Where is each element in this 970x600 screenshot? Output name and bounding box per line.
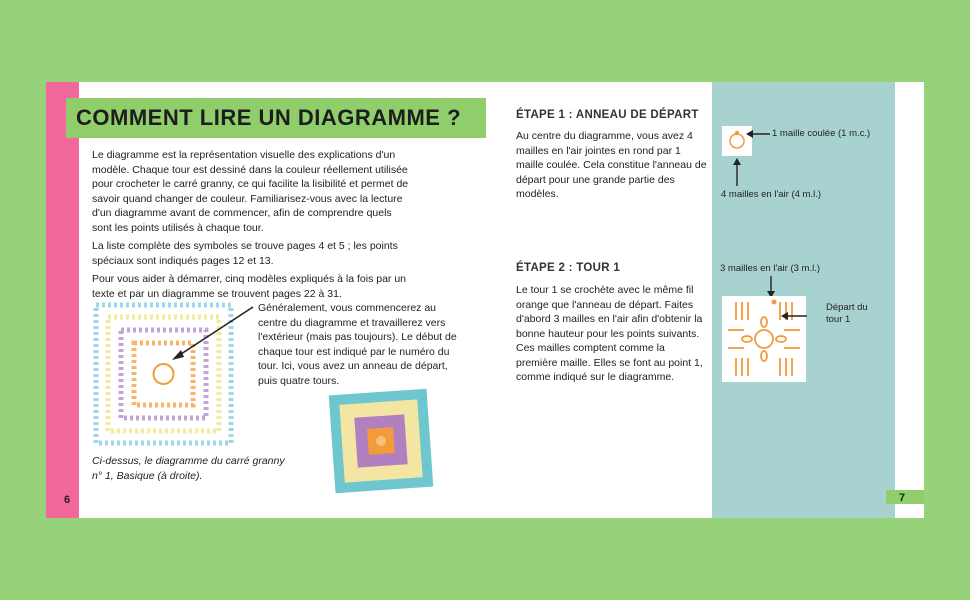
diagram-caption: Ci-dessus, le diagramme du carré granny n° 1, Basique (à droite). [92,455,285,482]
start-round-label: Départ du tour 1 [826,302,868,325]
round1-diagram [722,296,806,382]
page-number-right: 7 [899,492,906,504]
callout-arrow [160,303,260,363]
step1-text: Au centre du diagramme, vous avez 4 mailles en l'air jointes en rond par 1 maille coulée. Cela constitue l'anneau de départ pour une grande partie des modèles. [516,130,707,200]
page-title: COMMENT LIRE UN DIAGRAMME ? [76,105,462,130]
crochet-square-photo [326,386,436,496]
intro-paragraph-2: La liste complète des symboles se trouve pages 4 et 5 ; les points spéciaux sont indiqués pages 12 et 13. [92,240,398,267]
page-number-left: 6 [64,494,71,506]
pink-margin-stripe [46,82,79,518]
intro-paragraph-3: Pour vous aider à démarrer, cinq modèles expliqués à la fois par un texte et par un diagramme se trouvent pages 22 à 31. [92,273,407,300]
start-round-arrow [781,311,811,321]
chain3-label: 3 mailles en l'air (3 m.l.) [720,263,821,274]
step2-heading: ÉTAPE 2 : TOUR 1 [516,262,621,274]
intro-paragraph-1: Le diagramme est la représentation visuelle des explications d'un modèle. Chaque tour est dessiné dans la couleur réellement utilisée pour crocheter le carré granny, ce qui facilite la lisibilité et permet de savoir quand changer de couleur. Familiarisez-vous avec la lecture d'un diagramme avant de commencer, afin de comprendre quels sont les points utilisés à chaque tour. [92,149,409,234]
slip-stitch-label: 1 maille coulée (1 m.c.) [772,128,871,139]
callout-text: Généralement, vous commencerez au centre du diagramme et travaillerez vers l'extérieur (mais pas toujours). Le début de chaque tour est indiqué par le numéro du tour. Ici, vous avez un anneau de départ, puis quatre tours. [258,302,457,387]
intro-text [92,148,410,305]
step1-heading: ÉTAPE 1 : ANNEAU DE DÉPART [516,109,699,121]
step2-text: Le tour 1 se crochète avec le même fil orange que l'anneau de départ. Faites d'abord 3 mailles en l'air afin d'obtenir la bonne hauteur pour les points suivants. Ces mailles comptent comme la première maille. Elles se font au point 1, comme indiqué sur le diagramme. [516,284,703,383]
chain4-arrow [732,158,742,188]
chain3-arrow [766,276,776,298]
chain4-label: 4 mailles en l'air (4 m.l.) [721,189,822,200]
